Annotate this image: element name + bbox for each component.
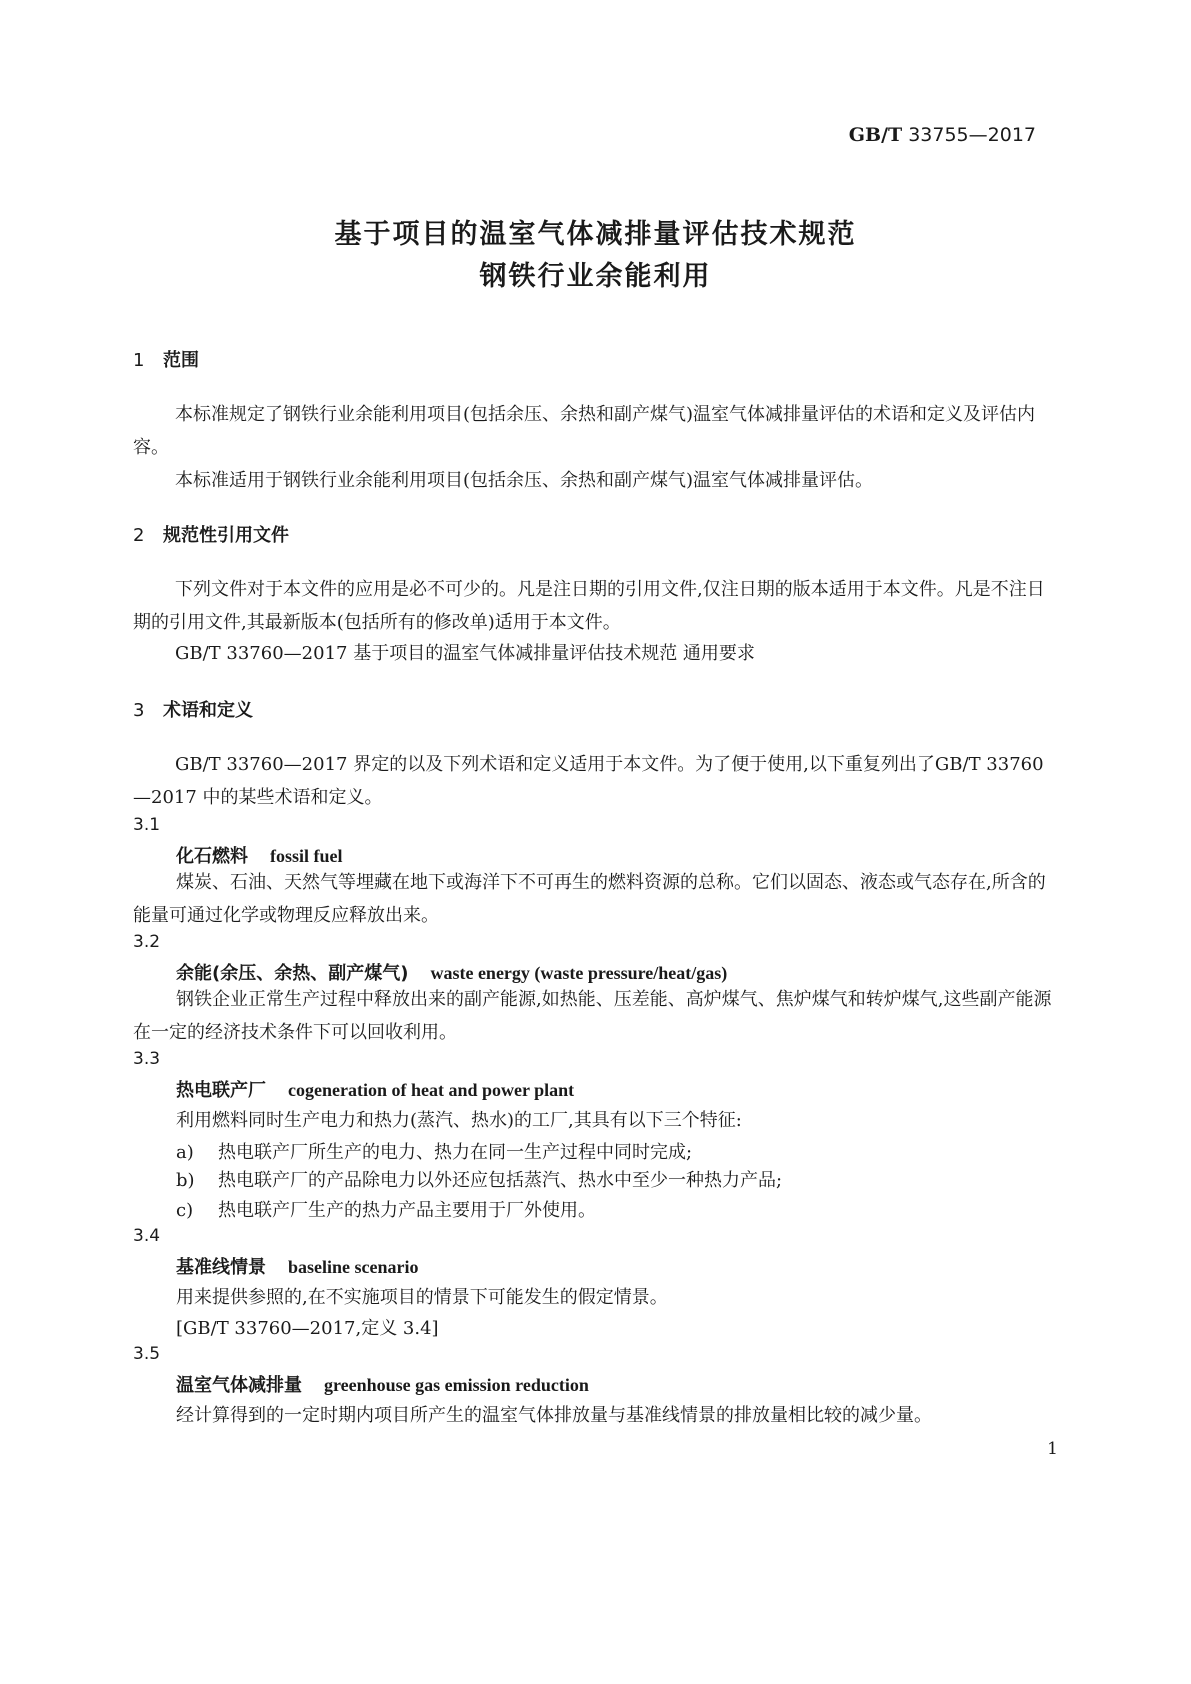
list-item: a) 热电联产厂所生产的电力、热力在同一生产过程中同时完成; — [176, 1142, 693, 1163]
section-3-heading: 3 术语和定义 — [133, 700, 253, 721]
term-heading: 基准线情景 baseline scenario — [176, 1257, 419, 1278]
section-1-paragraph-1: 本标准规定了钢铁行业余能利用项目(包括余压、余热和副产煤气)温室气体减排量评估的术语和定义及评估内容。 — [133, 404, 1036, 458]
term-heading: 余能(余压、余热、副产煤气) waste energy (waste pressure/heat/gas) — [176, 963, 728, 984]
term-heading: 热电联产厂 cogeneration of heat and power plant — [176, 1080, 575, 1101]
term-source: [GB/T 33760—2017,定义 3.4] — [176, 1318, 439, 1339]
list-item: b) 热电联产厂的产品除电力以外还应包括蒸汽、热水中至少一种热力产品; — [176, 1170, 783, 1191]
term-definition: 利用燃料同时生产电力和热力(蒸汽、热水)的工厂,其具有以下三个特征: — [176, 1110, 742, 1131]
term-number: 3.2 — [133, 932, 161, 952]
term-heading: 化石燃料 fossil fuel — [176, 846, 343, 867]
term-number: 3.4 — [133, 1226, 161, 1246]
standard-number — [849, 124, 1036, 146]
page-number: 1 — [1047, 1439, 1058, 1459]
term-heading: 温室气体减排量 greenhouse gas emission reduction — [176, 1375, 589, 1396]
section-3-intro: GB/T 33760—2017 界定的以及下列术语和定义适用于本文件。为了便于使用,以下重复列出了GB/T 33760—2017 中的某些术语和定义。 — [133, 754, 1044, 808]
section-2-heading: 2 规范性引用文件 — [133, 525, 289, 546]
term-definition: 钢铁企业正常生产过程中释放出来的副产能源,如热能、压差能、高炉煤气、焦炉煤气和转炉煤气,这些副产能源在一定的经济技术条件下可以回收利用。 — [133, 989, 1052, 1043]
document-title: 基于项目的温室气体减排量评估技术规范 — [334, 219, 857, 250]
section-1-paragraph-2: 本标准适用于钢铁行业余能利用项目(包括余压、余热和副产煤气)温室气体减排量评估。 — [175, 470, 874, 491]
term-definition: 用来提供参照的,在不实施项目的情景下可能发生的假定情景。 — [176, 1287, 668, 1308]
standard-code: 33755—2017 — [908, 124, 1036, 146]
standard-prefix: GB/T — [848, 124, 903, 146]
term-definition: 煤炭、石油、天然气等埋藏在地下或海洋下不可再生的燃料资源的总称。它们以固态、液态或气态存在,所含的能量可通过化学或物理反应释放出来。 — [133, 872, 1046, 926]
term-number: 3.5 — [133, 1344, 161, 1364]
section-1-heading: 1 范围 — [133, 350, 199, 371]
term-number: 3.3 — [133, 1049, 161, 1069]
normative-reference: GB/T 33760—2017 基于项目的温室气体减排量评估技术规范 通用要求 — [175, 643, 755, 664]
term-definition: 经计算得到的一定时期内项目所产生的温室气体排放量与基准线情景的排放量相比较的减少量。 — [176, 1405, 932, 1426]
section-2-paragraph-1: 下列文件对于本文件的应用是必不可少的。凡是注日期的引用文件,仅注日期的版本适用于本文件。凡是不注日期的引用文件,其最新版本(包括所有的修改单)适用于本文件。 — [133, 579, 1045, 633]
document-subtitle: 钢铁行业余能利用 — [479, 261, 712, 292]
term-number: 3.1 — [133, 815, 161, 835]
list-item: c) 热电联产厂生产的热力产品主要用于厂外使用。 — [176, 1200, 596, 1221]
